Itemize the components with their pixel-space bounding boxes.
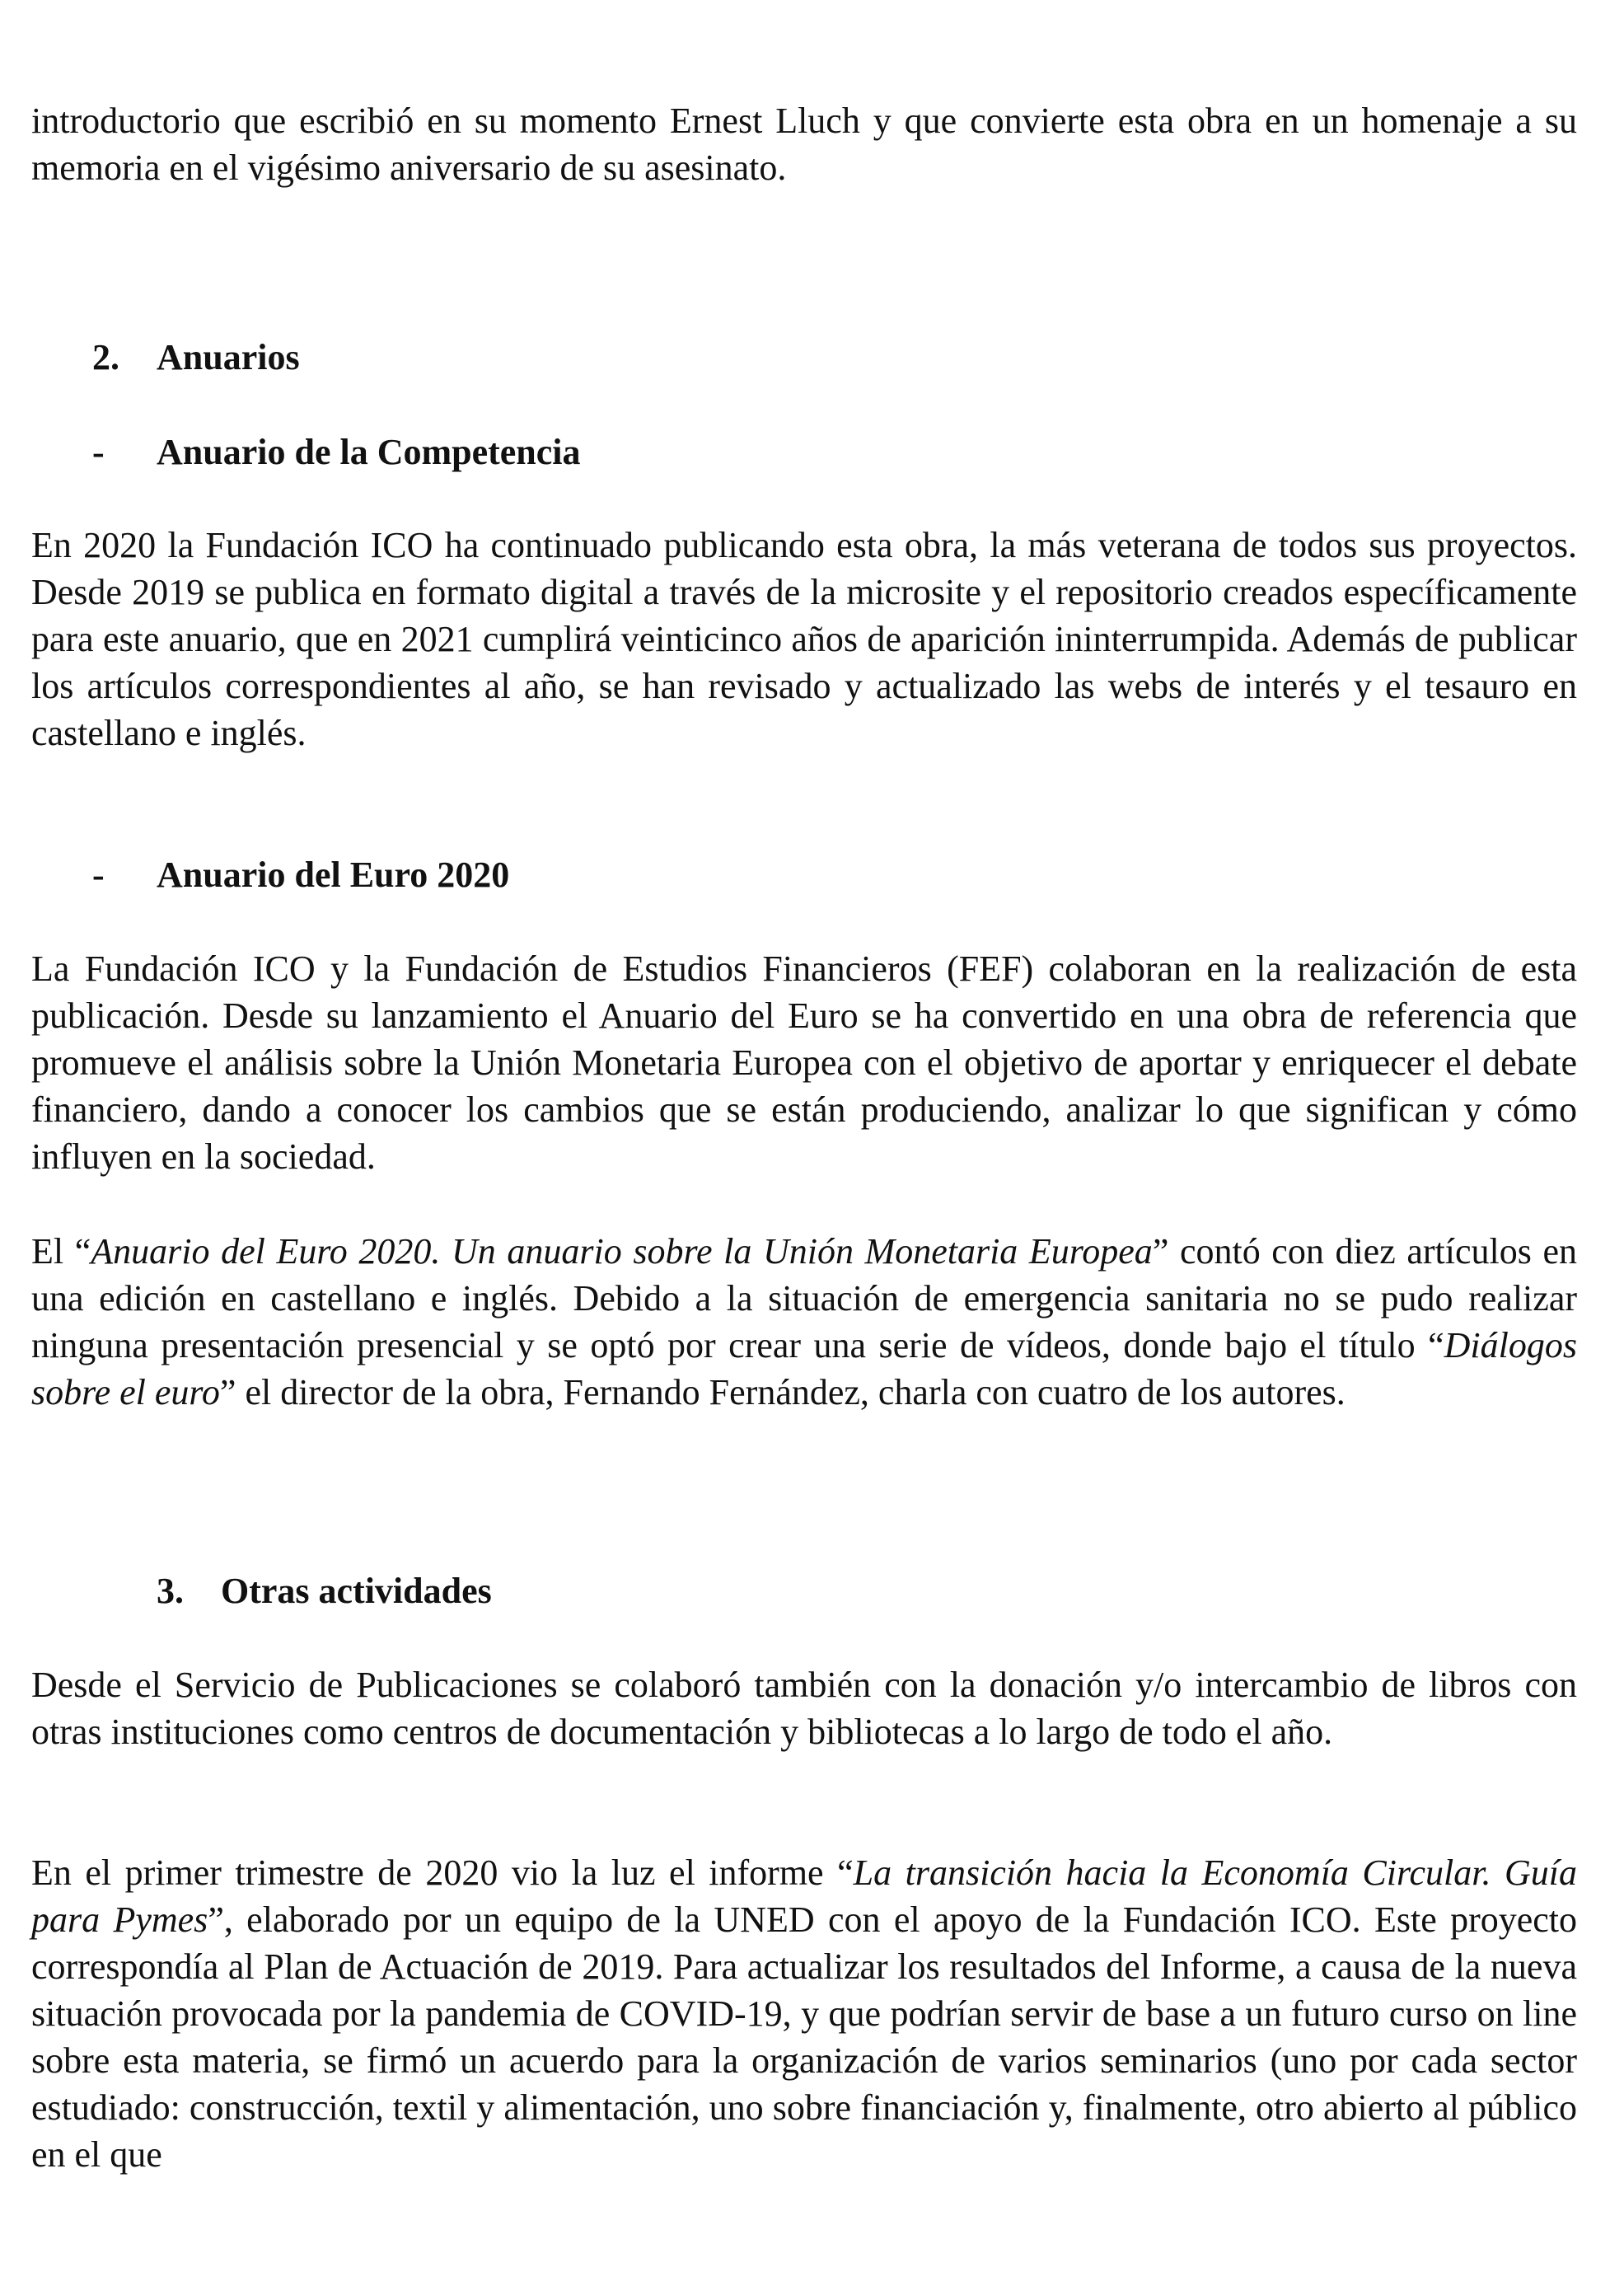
bullet-dash: - — [92, 855, 105, 895]
paragraph-intro: introductorio que escribió en su momento Ernest Lluch y que convierte esta obra en un homenaje a su memoria en el vigésimo aniversario de su asesinato. — [31, 101, 1577, 188]
paragraph-euro-detail — [31, 1228, 1577, 1416]
italic-title: La transición hacia la Economía Circular. Guía para Pymes — [31, 1852, 1577, 1940]
section-title: Anuarios — [157, 337, 300, 377]
section-number: 2. — [92, 337, 119, 377]
paragraph-otras-donacion: Desde el Servicio de Publicaciones se colaboró también con la donación y/o intercambio de libros con otras instituciones como centros de documentación y bibliotecas a lo largo de todo el año. — [31, 1665, 1577, 1752]
italic-title: Diálogos sobre el euro — [31, 1325, 1577, 1412]
text-run: ” el director de la obra, Fernando Fernández, charla con cuatro de los autores. — [219, 1372, 1346, 1412]
subheading-title: Anuario del Euro 2020 — [157, 855, 510, 895]
text-run: ” contó con diez artículos en una edición en castellano e inglés. Debido a la situación de emergencia sanitaria no se pudo realizar ninguna presentación presencial y se optó por crear una serie de vídeos, donde bajo el título “ — [31, 1231, 1577, 1365]
text-run: En el primer trimestre de 2020 vio la luz el informe “ — [31, 1852, 854, 1893]
section-number: 3. — [157, 1571, 184, 1611]
text-run: El “ — [31, 1231, 91, 1272]
paragraph-competencia: En 2020 la Fundación ICO ha continuado publicando esta obra, la más veterana de todos sus proyectos. Desde 2019 se publica en formato digital a través de la microsite y el repositorio creados específicamente para este anuario, que en 2021 cumplirá veinticinco años de aparición ininterrumpida. Además de publicar los artículos correspondientes al año, se han revisado y actualizado las webs de interés y el tesauro en castellano e inglés. — [31, 525, 1577, 753]
text-run: ”, elaborado por un equipo de la UNED con el apoyo de la Fundación ICO. Este proyecto correspondía al Plan de Actuación de 2019. Para actualizar los resultados del Informe, a causa de la nueva situación provocada por la pandemia de COVID-19, y que podrían servir de base a un futuro curso on line sobre esta materia, se firmó un acuerdo para la organización de varios seminarios (uno por cada sector estudiado: construcción, textil y alimentación, uno sobre financiación y, finalmente, otro abierto al público en el que — [31, 1899, 1577, 2175]
subheading-title: Anuario de la Competencia — [157, 432, 581, 472]
italic-title: Anuario del Euro 2020. Un anuario sobre la Unión Monetaria Europea — [91, 1231, 1153, 1272]
paragraph-euro-intro: La Fundación ICO y la Fundación de Estudios Financieros (FEF) colaboran en la realización de esta publicación. Desde su lanzamiento el Anuario del Euro se ha convertido en una obra de referencia que promueve el análisis sobre la Unión Monetaria Europea con el objetivo de aportar y enriquecer el debate financiero, dando a conocer los cambios que se están produciendo, analizar lo que significan y cómo influyen en la sociedad. — [31, 948, 1577, 1177]
section-title: Otras actividades — [221, 1571, 492, 1611]
bullet-dash: - — [92, 432, 105, 472]
paragraph-otras-informe — [31, 1849, 1577, 2178]
